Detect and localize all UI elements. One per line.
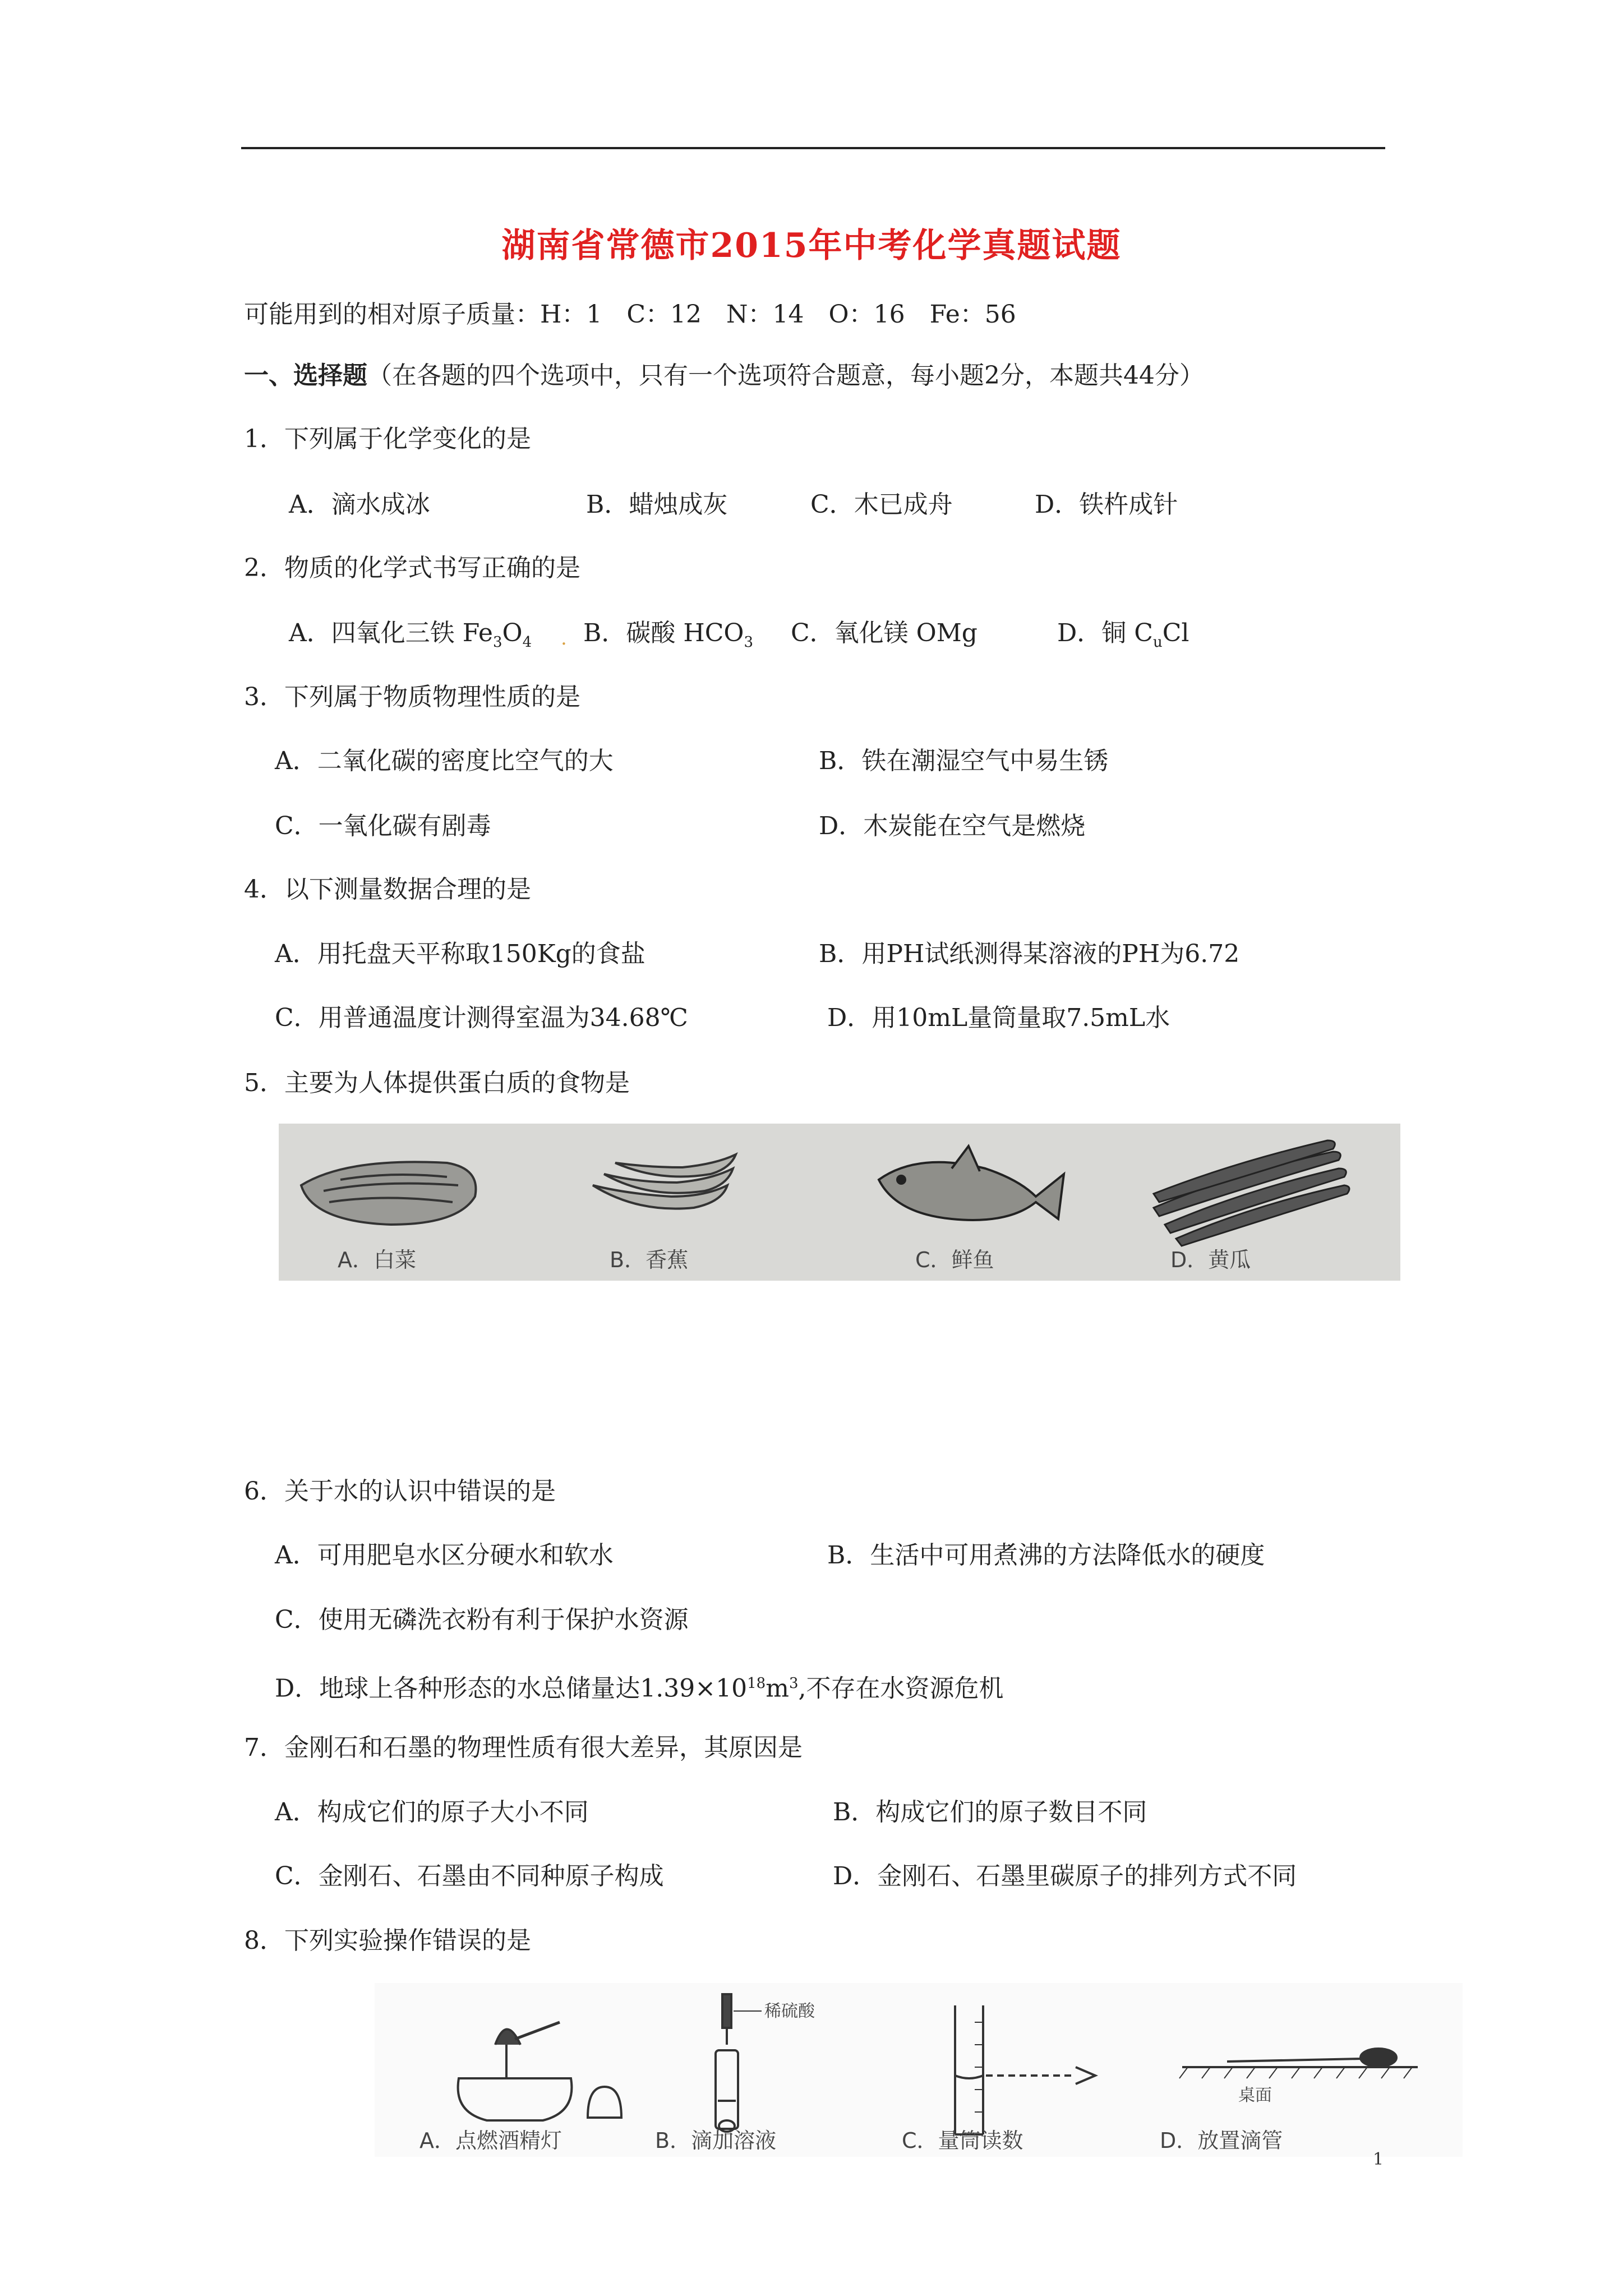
question-7-stem: 7．金刚石和石墨的物理性质有很大差异，其原因是: [244, 1733, 803, 1762]
q6-option-d: D．地球上各种形态的水总储量达$1.39\times 10^{18}m^3$,不存在水资源危机: [275, 1674, 1004, 1703]
food-caption-d: D．黄瓜: [1170, 1248, 1251, 1272]
page-number: 1: [1373, 2150, 1384, 2169]
q3-option-d: D．木炭能在空气是燃烧: [819, 812, 1086, 840]
question-4-stem: 4．以下测量数据合理的是: [244, 875, 531, 904]
atomic-mass-line: 可能用到的相对原子质量：H：1 C：12 N：14 O：16 Fe：56: [244, 300, 1016, 329]
question-3-stem: 3．下列属于物质物理性质的是: [244, 683, 580, 711]
question-8-stem: 8．下列实验操作错误的是: [244, 1926, 531, 1955]
section-note: （在各题的四个选项中，只有一个选项符合题意，每小题2分，本题共44分）: [367, 361, 1204, 390]
q3-option-b: B．铁在潮湿空气中易生锈: [819, 747, 1109, 775]
food-caption-a: A．白菜: [338, 1248, 416, 1272]
header-rule: [241, 147, 1385, 149]
question-1-stem: 1．下列属于化学变化的是: [244, 425, 531, 453]
section-heading: [244, 359, 1204, 393]
q1-option-d: D．铁杵成针: [1035, 490, 1178, 519]
q1-option-a: A．滴水成冰: [289, 490, 430, 519]
lab-caption-a: A．点燃酒精灯: [419, 2128, 562, 2153]
cabbage-icon: [301, 1162, 476, 1225]
lab-figure: [375, 1983, 1463, 2157]
q3-option-a: A．二氧化碳的密度比空气的大: [275, 747, 614, 775]
page-title: 湖南省常德市2015年中考化学真题试题: [501, 226, 1122, 265]
q7-option-d: D．金刚石、石墨里碳原子的排列方式不同: [833, 1862, 1297, 1890]
q1-option-c: C．木已成舟: [810, 490, 953, 519]
alcohol-lamp-icon: [458, 2022, 621, 2120]
food-caption-b: B．香蕉: [610, 1248, 689, 1272]
lab-caption-d: D．放置滴管: [1160, 2128, 1283, 2153]
acid-label: 稀硫酸: [764, 2001, 815, 2021]
q2-option-d: D．铜 $C_uCl$: [1057, 619, 1189, 651]
graduated-cylinder-icon: [955, 2005, 1095, 2134]
q2-option-b: B．碳酸 $HCO_3$: [583, 619, 753, 651]
q7-option-c: C．金刚石、石墨由不同种原子构成: [275, 1862, 664, 1890]
food-figure: [279, 1124, 1400, 1281]
q7-option-b: B．构成它们的原子数目不同: [833, 1798, 1147, 1826]
q3-option-c: C．一氧化碳有剧毒: [275, 812, 491, 840]
lab-caption-c: C．量筒读数: [902, 2128, 1023, 2153]
cucumber-icon: [1154, 1140, 1349, 1246]
question-6-stem: 6．关于水的认识中错误的是: [244, 1477, 556, 1506]
q7-option-a: A．构成它们的原子大小不同: [275, 1798, 589, 1826]
q4-option-d: D．用10mL量筒量取7.5mL水: [827, 1004, 1170, 1032]
section-title: 一、选择题: [244, 361, 367, 390]
dropper-on-desk-icon: [1179, 2049, 1418, 2078]
question-5-stem: 5．主要为人体提供蛋白质的食物是: [244, 1069, 630, 1097]
food-caption-c: C．鲜鱼: [915, 1248, 994, 1272]
question-2-stem: 2．物质的化学式书写正确的是: [244, 554, 580, 582]
q4-option-b: B．用PH试纸测得某溶液的PH为6.72: [819, 940, 1240, 968]
fish-icon: [879, 1146, 1064, 1220]
q2-option-a: A．四氧化三铁 $Fe_3O_4$: [289, 619, 532, 651]
q6-option-c: C．使用无磷洗衣粉有利于保护水资源: [275, 1605, 689, 1634]
q1-option-b: B．蜡烛成灰: [586, 490, 728, 519]
dropper-tube-icon: [716, 1994, 762, 2132]
q6-option-a: A．可用肥皂水区分硬水和软水: [275, 1541, 614, 1570]
lab-caption-b: B．滴加溶液: [655, 2128, 777, 2153]
q6-option-b: B．生活中可用煮沸的方法降低水的硬度: [827, 1541, 1265, 1570]
banana-icon: [593, 1154, 736, 1209]
q4-option-a: A．用托盘天平称取150Kg的食盐: [275, 940, 645, 968]
q2-option-c: C．氧化镁 OMg: [791, 619, 978, 647]
q4-option-c: C．用普通温度计测得室温为34.68℃: [275, 1004, 688, 1032]
stray-dot: .: [561, 627, 567, 650]
desk-label: 桌面: [1238, 2086, 1272, 2105]
